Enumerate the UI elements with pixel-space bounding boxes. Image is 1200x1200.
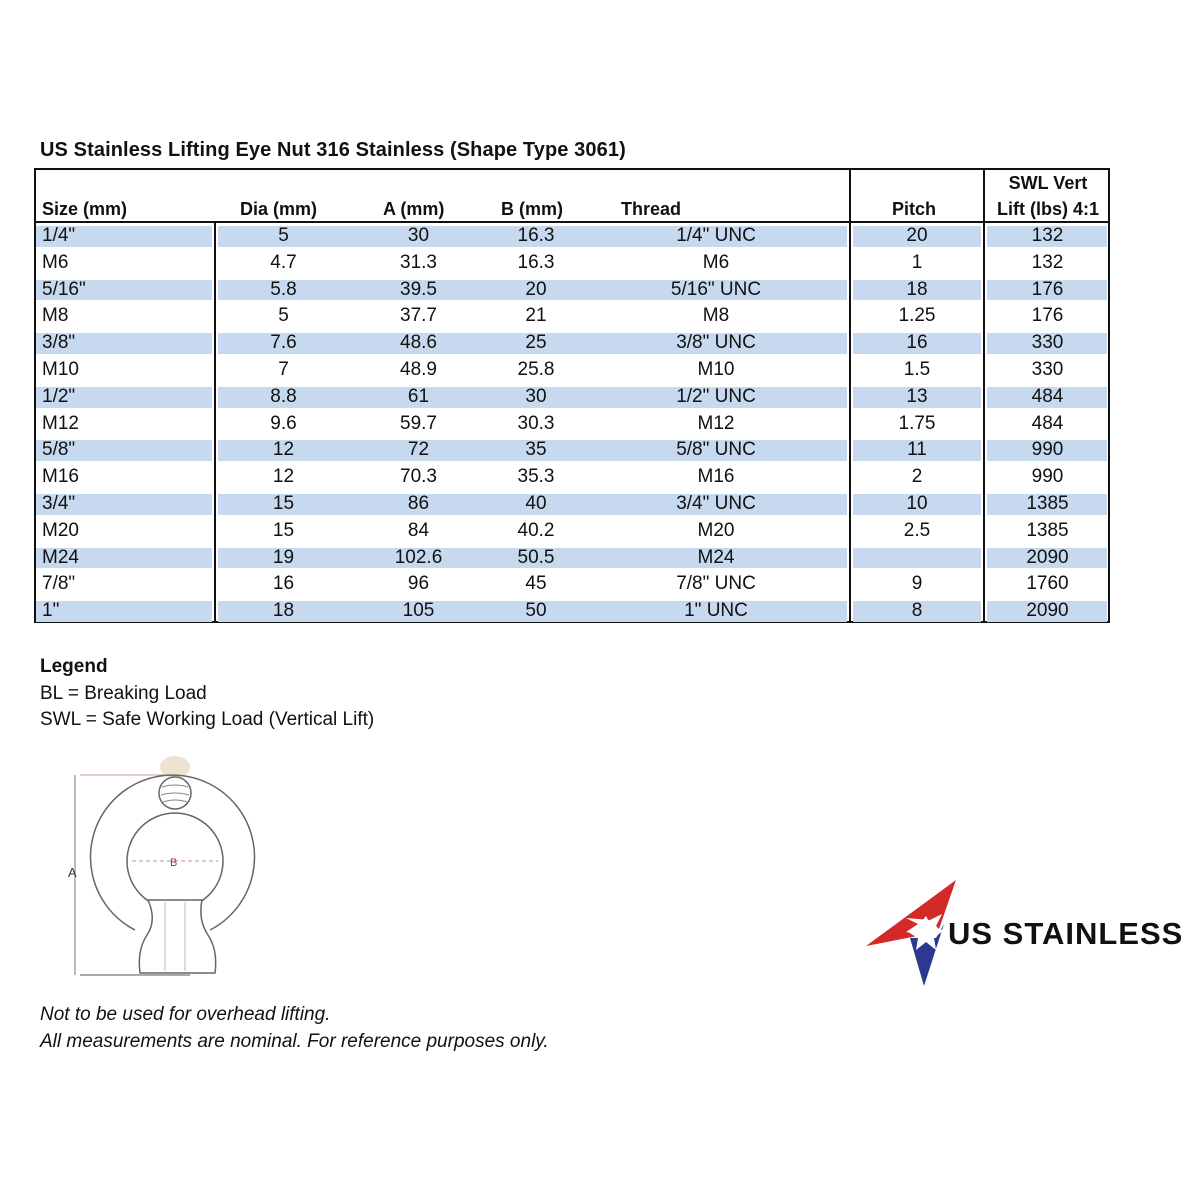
row-shading: [36, 601, 212, 622]
cell-thread: 5/16" UNC: [670, 278, 762, 300]
cell-thread: 7/8" UNC: [676, 573, 756, 595]
svg-text:A: A: [68, 865, 77, 880]
svg-text:B: B: [170, 857, 178, 869]
cell-swl: 330: [1031, 332, 1064, 354]
header-pitch: Pitch: [892, 199, 937, 219]
cell-a: 30: [407, 225, 430, 246]
cell-thread: M6: [702, 251, 730, 273]
table-row: [36, 357, 1108, 384]
table-body: [36, 223, 1108, 625]
cell-b: 30: [525, 385, 547, 407]
cell-size: 3/8": [42, 332, 76, 354]
cell-size: 5/16": [42, 278, 86, 300]
cell-pitch: [851, 545, 983, 572]
cell-a: 70.3: [400, 466, 437, 488]
cell-a: 48.6: [400, 332, 437, 354]
cell-swl: 484: [1031, 412, 1064, 434]
table-row: [36, 223, 1108, 250]
cell-b: 30.3: [517, 412, 555, 434]
cell-a: 61: [407, 385, 430, 407]
cell-pitch: 13: [906, 385, 928, 407]
cell-b: 20: [525, 278, 547, 300]
header-a: A (mm): [383, 199, 445, 219]
cell-a: 72: [407, 439, 430, 461]
cell-thread: 1/2" UNC: [676, 385, 756, 407]
table-row: [36, 437, 1108, 464]
cell-dia: 4.7: [270, 251, 297, 273]
cell-pitch: 8: [911, 600, 923, 622]
cell-swl: 2090: [1026, 600, 1069, 622]
cell-pitch: 1: [911, 251, 923, 273]
cell-swl: 132: [1031, 225, 1064, 246]
header-swl-line2: Lift (lbs) 4:1: [997, 199, 1099, 219]
cell-pitch: 20: [906, 225, 928, 246]
table-row: [36, 411, 1108, 438]
note-nominal: All measurements are nominal. For reference purposes only.: [40, 1031, 549, 1052]
cell-thread: M20: [697, 519, 735, 541]
cell-b: 25: [525, 332, 547, 354]
legend-item-swl: SWL = Safe Working Load (Vertical Lift): [40, 709, 375, 730]
cell-b: 35: [525, 439, 547, 461]
cell-dia: 9.6: [270, 412, 297, 434]
cell-swl: 132: [1031, 251, 1064, 273]
table-row: [36, 250, 1108, 277]
column-divider: [214, 221, 216, 621]
cell-thread: M8: [702, 305, 730, 327]
cell-pitch: 1.5: [903, 358, 931, 380]
cell-thread: 1/4" UNC: [676, 225, 756, 246]
cell-pitch: 18: [906, 278, 928, 300]
cell-a: 48.9: [400, 358, 437, 380]
cell-dia: 15: [272, 519, 295, 541]
cell-a: 102.6: [394, 546, 443, 568]
cell-dia: 8.8: [270, 385, 297, 407]
cell-a: 96: [407, 573, 430, 595]
cell-size: M12: [42, 412, 79, 434]
cell-size: M6: [42, 251, 69, 273]
cell-a: 59.7: [400, 412, 437, 434]
cell-swl: 484: [1031, 385, 1064, 407]
cell-b: 16.3: [517, 225, 555, 246]
cell-a: 84: [407, 519, 430, 541]
cell-pitch: 11: [907, 439, 927, 461]
cell-a: 37.7: [400, 305, 437, 327]
cell-size: M16: [42, 466, 79, 488]
cell-pitch: 2.5: [903, 519, 931, 541]
cell-size: 7/8": [42, 573, 76, 595]
cell-swl: 990: [1031, 466, 1064, 488]
cell-thread: 3/4" UNC: [676, 492, 756, 514]
cell-dia: 5: [278, 225, 289, 246]
cell-swl: 1760: [1026, 573, 1069, 595]
cell-size: 5/8": [42, 439, 76, 461]
cell-swl: 330: [1031, 358, 1064, 380]
cell-dia: 16: [272, 573, 295, 595]
cell-a: 39.5: [400, 278, 437, 300]
legend-heading: Legend: [40, 656, 108, 677]
cell-size: 3/4": [42, 492, 76, 514]
table-row: [36, 330, 1108, 357]
column-divider: [849, 170, 851, 621]
cell-b: 25.8: [517, 358, 555, 380]
cell-b: 50: [525, 600, 547, 622]
table-row: [36, 384, 1108, 411]
legend-item-bl: BL = Breaking Load: [40, 682, 207, 704]
eye-nut-diagram-icon: [60, 745, 270, 985]
cell-b: 40.2: [517, 519, 555, 541]
cell-b: 35.3: [517, 466, 555, 488]
table-row: [36, 518, 1108, 545]
cell-size: M20: [42, 519, 79, 541]
table-row: [36, 464, 1108, 491]
cell-a: 31.3: [400, 251, 437, 273]
cell-b: 40: [525, 492, 547, 514]
cell-size: M24: [42, 546, 79, 568]
cell-pitch: 10: [906, 492, 928, 514]
cell-pitch: 1.75: [898, 412, 936, 434]
cell-swl: 1385: [1026, 519, 1069, 541]
cell-thread: M24: [697, 546, 735, 568]
cell-dia: 12: [272, 439, 295, 461]
cell-size: 1/2": [42, 385, 76, 407]
cell-thread: 5/8" UNC: [676, 439, 756, 461]
cell-b: 45: [525, 573, 547, 595]
cell-size: M8: [42, 305, 69, 327]
header-thread: Thread: [621, 199, 682, 219]
legend: [40, 654, 374, 734]
cell-size: 1/4": [42, 225, 76, 246]
disclaimer: [40, 1001, 549, 1055]
cell-dia: 5.8: [270, 278, 297, 300]
cell-pitch: 2: [911, 466, 923, 488]
cell-thread: M16: [697, 466, 735, 488]
cell-size: M10: [42, 358, 79, 380]
table-row: [36, 277, 1108, 304]
cell-a: 86: [407, 492, 430, 514]
cell-swl: 2090: [1026, 546, 1069, 568]
header-swl-line1: SWL Vert: [1008, 173, 1088, 193]
cell-b: 50.5: [517, 546, 555, 568]
note-overhead: Not to be used for overhead lifting.: [40, 1004, 331, 1025]
table-row: [36, 545, 1108, 572]
page-title: US Stainless Lifting Eye Nut 316 Stainless (Shape Type 3061): [40, 139, 626, 161]
cell-dia: 15: [272, 492, 295, 514]
header-b: B (mm): [501, 199, 563, 219]
cell-dia: 18: [272, 600, 295, 622]
column-divider: [983, 170, 985, 621]
cell-b: 16.3: [517, 251, 555, 273]
table-row: [36, 491, 1108, 518]
cell-thread: M12: [697, 412, 735, 434]
cell-dia: 5: [278, 305, 289, 327]
cell-thread: 3/8" UNC: [676, 332, 756, 354]
brand-logo-text: US STAINLESS: [948, 916, 1184, 951]
header-size: Size (mm): [42, 199, 128, 219]
cell-dia: 19: [272, 546, 295, 568]
table-row: [36, 571, 1108, 598]
cell-a: 105: [402, 600, 435, 622]
cell-dia: 7: [278, 358, 289, 380]
header-swl: [986, 170, 1110, 220]
cell-swl: 176: [1031, 278, 1064, 300]
specs-table: [34, 168, 1110, 623]
table-row: [36, 303, 1108, 330]
cell-swl: 1385: [1026, 492, 1069, 514]
cell-pitch: 1.25: [898, 305, 936, 327]
cell-thread: M10: [697, 358, 735, 380]
header-dia: Dia (mm): [240, 199, 318, 219]
cell-dia: 7.6: [270, 332, 297, 354]
cell-dia: 12: [272, 466, 295, 488]
table-row: [36, 598, 1108, 625]
cell-thread: 1" UNC: [684, 600, 748, 622]
cell-swl: 990: [1031, 439, 1064, 461]
cell-size: 1": [42, 600, 60, 622]
cell-b: 21: [525, 305, 547, 327]
cell-pitch: 9: [911, 573, 923, 595]
table-header: [36, 170, 1108, 223]
cell-pitch: 16: [906, 332, 928, 354]
cell-swl: 176: [1031, 305, 1064, 327]
